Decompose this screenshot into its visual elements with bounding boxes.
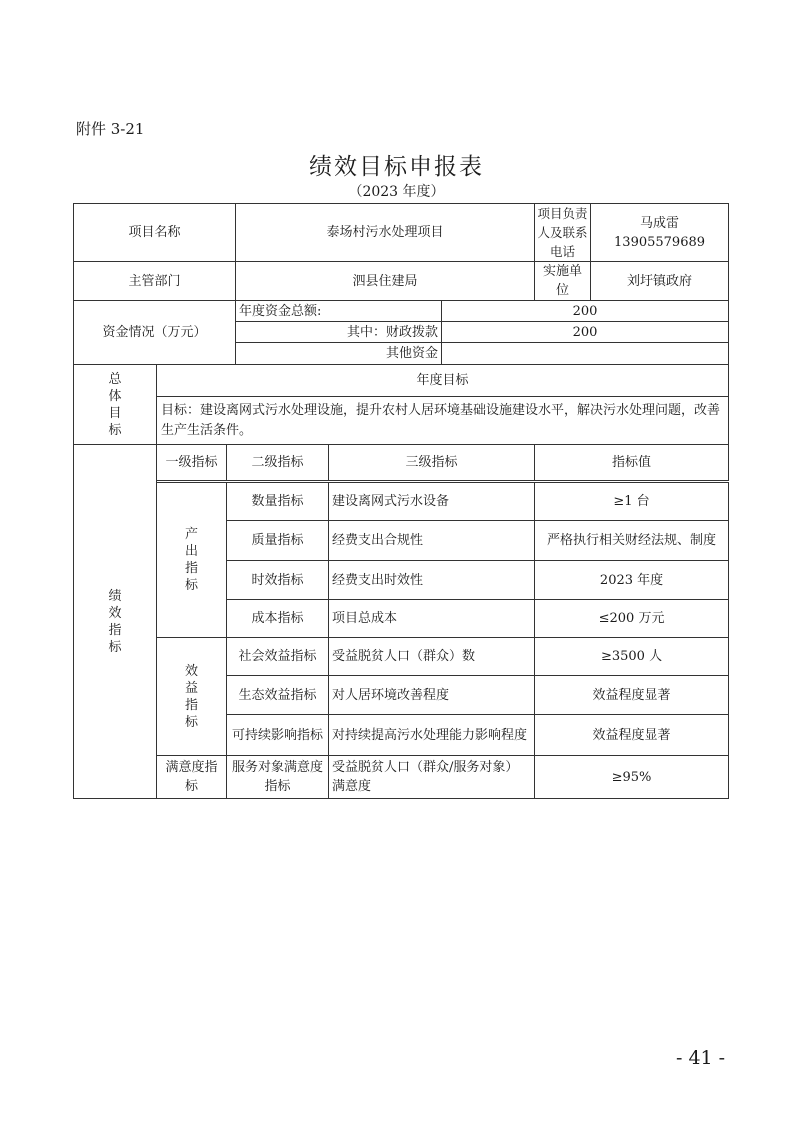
performance-indicator-label: 绩 效 指 标 (74, 445, 157, 799)
dept-value: 泗县住建局 (236, 262, 535, 301)
leader-name: 马成雷 (640, 215, 680, 231)
satisfaction-level2: 服务对象满意度指标 (227, 756, 329, 799)
leader-label: 项目负责人及联系电话 (535, 204, 591, 262)
level2-cell: 质量指标 (227, 521, 329, 561)
attachment-label: 附件 3-21 (76, 120, 145, 138)
performance-form-table (73, 203, 729, 799)
value-cell: 严格执行相关财经法规、制度 (535, 521, 729, 561)
funds-other-label: 其他资金 (236, 343, 442, 365)
funds-total-row (74, 301, 729, 322)
project-name-row (74, 204, 729, 262)
overall-goal-label: 总 体 目 标 (74, 365, 157, 445)
unit-label: 实施单位 (535, 262, 591, 301)
value-cell: 2023 年度 (535, 561, 729, 600)
unit-value: 刘圩镇政府 (591, 262, 729, 301)
benefit-indicator-label: 效 益 指 标 (157, 638, 227, 756)
header-level3: 三级指标 (329, 445, 535, 481)
satisfaction-value: ≥95% (535, 756, 729, 799)
satisfaction-row (74, 756, 729, 799)
funds-label: 资金情况（万元） (74, 301, 236, 365)
overall-goal-text-row (74, 397, 729, 445)
level2-cell: 生态效益指标 (227, 676, 329, 715)
header-level2: 二级指标 (227, 445, 329, 481)
value-cell: 效益程度显著 (535, 715, 729, 756)
level3-cell: 对持续提高污水处理能力影响程度 (329, 715, 535, 756)
level3-cell: 对人居环境改善程度 (329, 676, 535, 715)
funds-finance-label: 其中：财政拨款 (236, 322, 442, 343)
value-cell: 效益程度显著 (535, 676, 729, 715)
level3-cell: 建设离网式污水设备 (329, 483, 535, 521)
level3-cell: 项目总成本 (329, 600, 535, 638)
satisfaction-level3: 受益脱贫人口（群众/服务对象）满意度 (329, 756, 535, 799)
year-label: （2023 年度） (348, 184, 445, 200)
indicator-header-row (74, 445, 729, 481)
level3-cell: 受益脱贫人口（群众）数 (329, 638, 535, 676)
funds-total-label: 年度资金总额: (236, 301, 442, 322)
output-indicator-label: 产 出 指 标 (157, 483, 227, 638)
funds-total-value: 200 (442, 301, 729, 322)
level3-cell: 经费支出合规性 (329, 521, 535, 561)
indicator-row (74, 483, 729, 521)
project-name-value: 泰场村污水处理项目 (236, 204, 535, 262)
satisfaction-level1: 满意度指标 (157, 756, 227, 799)
level2-cell: 数量指标 (227, 483, 329, 521)
funds-finance-value: 200 (442, 322, 729, 343)
leader-value (591, 204, 729, 262)
level3-cell: 经费支出时效性 (329, 561, 535, 600)
funds-other-value (442, 343, 729, 365)
value-cell: ≥1 台 (535, 483, 729, 521)
level2-cell: 成本指标 (227, 600, 329, 638)
department-row (74, 262, 729, 301)
header-value: 指标值 (535, 445, 729, 481)
leader-phone: 13905579689 (614, 234, 706, 250)
project-name-label: 项目名称 (74, 204, 236, 262)
level2-cell: 社会效益指标 (227, 638, 329, 676)
page-number: - 41 - (676, 1047, 726, 1069)
annual-goal-text: 目标：建设离网式污水处理设施，提升农村人居环境基础设施建设水平，解决污水处理问题，改善生产生活条件。 (157, 397, 729, 445)
indicator-row (74, 638, 729, 676)
level2-cell: 时效指标 (227, 561, 329, 600)
annual-goal-label: 年度目标 (157, 365, 729, 397)
dept-label: 主管部门 (74, 262, 236, 301)
page-title: 绩效目标申报表 (309, 154, 484, 180)
header-level1: 一级指标 (157, 445, 227, 481)
overall-goal-header-row (74, 365, 729, 397)
level2-cell: 可持续影响指标 (227, 715, 329, 756)
value-cell: ≥3500 人 (535, 638, 729, 676)
value-cell: ≤200 万元 (535, 600, 729, 638)
